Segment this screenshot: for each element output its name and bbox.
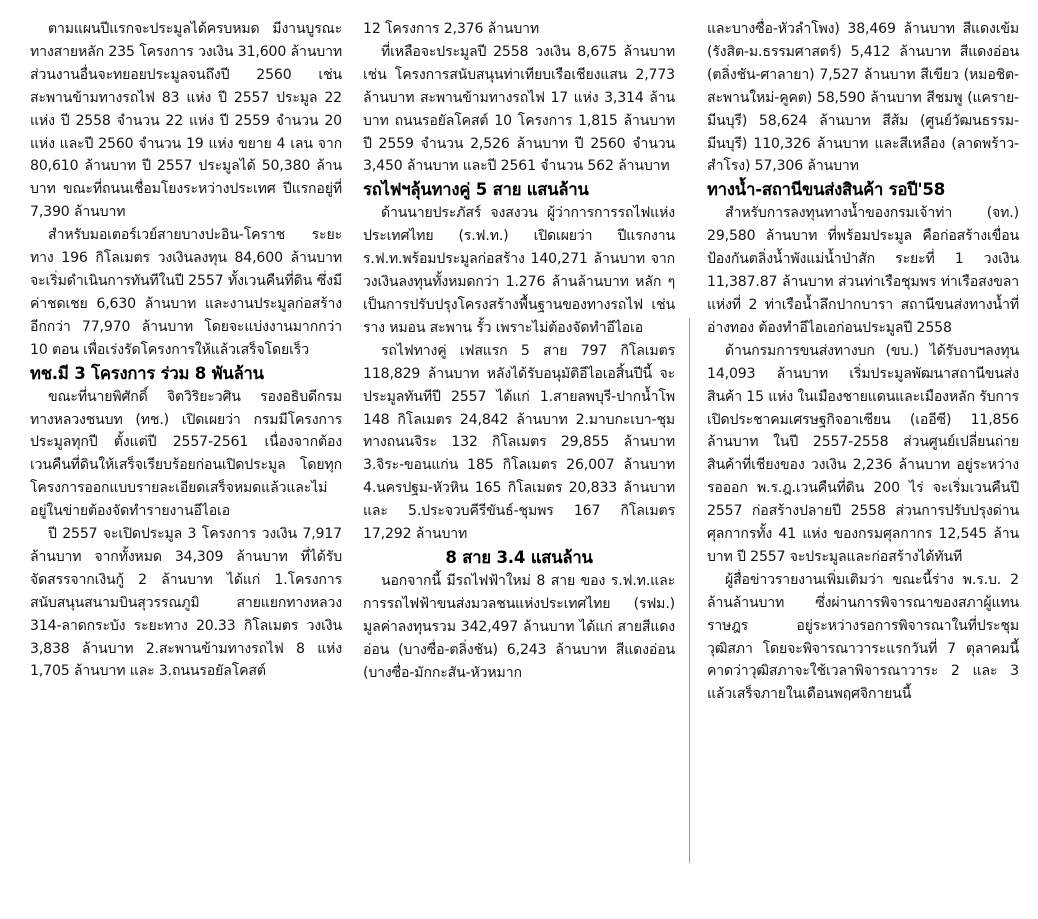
paragraph: ปี 2557 จะเปิดประมูล 3 โครงการ วงเงิน 7,917 ล้านบาท จากทั้งหมด 34,309 ล้านบาท ที่ได้รับจัดสรรจากเงินกู้ 2 ล้านบาท ได้แก่ 1.โครงการสนับสนุนสนามบินสุวรรณภูมิ สายแยกทางหลวง 314-ลาดกระบัง ระยะทาง 20.33 กิโลเมตร วงเงิน 3,838 ล้านบาท 2.สะพานข้ามทางรถไฟ 8 แห่ง 1,705 ล้านบาท และ 3.ถนนรอยัลโคสต์ xyxy=(30,526,342,680)
column-middle xyxy=(363,18,675,913)
column-left xyxy=(30,18,342,913)
paragraph: ด้านกรมการขนส่งทางบก (ขบ.) ได้รับงบฯลงทุน 14,093 ล้านบาท เริ่มประมูลพัฒนาสถานีขนส่งสินค้า 15 แห่ง ในเมืองชายแดนและเมืองหลัก รับการเปิดประชาคมเศรษฐกิจอาเซียน (เออีซี) 11,856 ล้านบาท ในปี 2557-2558 ส่วนศูนย์เปลี่ยนถ่ายสินค้าที่เชียงของ วงเงิน 2,236 ล้านบาท อยู่ระหว่างรอออก พ.ร.ฎ.เวนคืนที่ดิน 200 ไร่ จะเริ่มเวนคืนปี 2557 ก่อสร้างปลายปี 2558 ส่วนการปรับปรุงด่านศุลกากรทั้ง 41 แห่ง ของกรมศุลกากร 12,545 ล้านบาท ปี 2557 จะประมูลและก่อสร้างได้ทันที xyxy=(707,342,1019,565)
paragraph: สำหรับการลงทุนทางน้ำของกรมเจ้าท่า (จท.) 29,580 ล้านบาท ที่พร้อมประมูล คือก่อสร้างเขื่อนป้องกันตลิ่งน้ำพังแม่น้ำป่าสัก ระยะที่ 1 วงเงิน 11,387.87 ล้านบาท ส่วนท่าเรือชุมพร ท่าเรือสงขลา แห่งที่ 2 ท่าเรือน้ำลึกปากบารา สถานีขนส่งทางน้ำที่อ่างทอง ต้องทำอีไอเอก่อนประมูลปี 2558 xyxy=(707,205,1019,336)
paragraph: 12 โครงการ 2,376 ล้านบาท xyxy=(363,21,540,37)
section-heading: ทางน้ำ-สถานีขนส่งสินค้า รอปี'58 xyxy=(707,180,946,200)
paragraph: ด้านนายประภัสร์ จงสงวน ผู้ว่าการการรถไฟแห่งประเทศไทย (ร.ฟ.ท.) เปิดเผยว่า ปีแรกงาน ร.ฟ.ท.พร้อมประมูลก่อสร้าง 140,271 ล้านบาท จากวงเงินลงทุนทั้งหมดกว่า 1.276 ล้านล้านบาท หลัก ๆ เป็นการปรับปรุงโครงสร้างพื้นฐานของทางรถไฟ เช่น ราง หมอน สะพาน รั้ว เพราะไม่ต้องจัดทำอีไอเอ xyxy=(363,205,675,336)
section-heading: 8 สาย 3.4 แสนล้าน xyxy=(445,547,593,567)
section-heading: ทช.มี 3 โครงการ ร่วม 8 พันล้าน xyxy=(30,363,264,383)
paragraph: ขณะที่นายพิศักดิ์ จิตวิริยะวศิน รองอธิบดีกรมทางหลวงชนบท (ทช.) เปิดเผยว่า กรมมีโครงการประมูลทุกปี ตั้งแต่ปี 2557-2561 เนื่องจากต้องเวนคืนที่ดินให้เสร็จเรียบร้อยก่อนเปิดประมูล โดยทุกโครงการออกแบบรายละเอียดเสร็จหมดแล้วและไม่อยู่ในข่ายต้องจัดทำรายงานอีไอเอ xyxy=(30,388,342,520)
paragraph: รถไฟทางคู่ เฟสแรก 5 สาย 797 กิโลเมตร 118,829 ล้านบาท หลังได้รับอนุมัติอีไอเอสิ้นปีนี้ จะประมูลทันทีปี 2557 ได้แก่ 1.สายลพบุรี-ปากน้ำโพ 148 กิโลเมตร 24,842 ล้านบาท 2.มาบกะเบา-ชุมทางถนนจิระ 132 กิโลเมตร 29,855 ล้านบาท 3.จิระ-ขอนแก่น 185 กิโลเมตร 26,007 ล้านบาท 4.นครปฐม-หัวหิน 165 กิโลเมตร 20,833 ล้านบาท และ 5.ประจวบคีรีขันธ์-ชุมพร 167 กิโลเมตร 17,292 ล้านบาท xyxy=(363,342,675,543)
paragraph: ผู้สื่อข่าวรายงานเพิ่มเติมว่า ขณะนี้ร่าง พ.ร.บ. 2 ล้านล้านบาท ซึ่งผ่านการพิจารณาของสภาผู้แทนราษฎร อยู่ระหว่างรอการพิจารณาในที่ประชุมวุฒิสภา โดยจะพิจารณาวาระแรกวันที่ 7 ตุลาคมนี้ คาดว่าวุฒิสภาจะใช้เวลาพิจารณาวาระ 2 และ 3 แล้วเสร็จภายในเดือนพฤศจิกายนนี้ xyxy=(707,571,1019,703)
column-divider xyxy=(689,318,690,863)
paragraph: นอกจากนี้ มีรถไฟฟ้าใหม่ 8 สาย ของ ร.ฟ.ท.และการรถไฟฟ้าขนส่งมวลชนแห่งประเทศไทย (รฟม.) มูลค่าลงทุนรวม 342,497 ล้านบาท ได้แก่ สายสีแดงอ่อน (บางซื่อ-ตลิ่งชัน) 6,243 ล้านบาท สีแดงอ่อน (บางซื่อ-มักกะสัน-หัวหมาก xyxy=(363,572,675,681)
paragraph: ที่เหลือจะประมูลปี 2558 วงเงิน 8,675 ล้านบาท เช่น โครงการสนับสนุนท่าเทียบเรือเชียงแสน 2,773 ล้านบาท สะพานข้ามทางรถไฟ 17 แห่ง 3,314 ล้านบาท ถนนรอยัลโคสต์ 10 โครงการ 1,815 ล้านบาท ปี 2559 จำนวน 2,526 ล้านบาท ปี 2560 จำนวน 3,450 ล้านบาท และปี 2561 จำนวน 562 ล้านบาท xyxy=(363,43,675,175)
paragraph: สำหรับมอเตอร์เวย์สายบางปะอิน-โคราช ระยะทาง 196 กิโลเมตร วงเงินลงทุน 84,600 ล้านบาท จะเริ่มดำเนินการทันทีในปี 2557 ทั้งเวนคืนที่ดิน ซึ่งมีค่าชดเชย 6,630 ล้านบาท และงานประมูลก่อสร้างอีกกว่า 77,970 ล้านบาท โดยจะแบ่งงานมากกว่า 10 ตอน เพื่อเร่งรัดโครงการให้แล้วเสร็จโดยเร็ว xyxy=(30,227,342,358)
paragraph: และบางซื่อ-หัวลำโพง) 38,469 ล้านบาท สีแดงเข้ม (รังสิต-ม.ธรรมศาสตร์) 5,412 ล้านบาท สีแดงอ่อน (ตลิ่งชัน-ศาลายา) 7,527 ล้านบาท สีเขียว (หมอชิต-สะพานใหม่-คูคต) 58,590 ล้านบาท สีชมพู (แคราย-มีนบุรี) 58,624 ล้านบาท สีส้ม (ศูนย์วัฒนธรรม-มีนบุรี) 110,326 ล้านบาท และสีเหลือง (ลาดพร้าว-สำโรง) 57,306 ล้านบาท xyxy=(707,21,1019,175)
section-heading: รถไฟฯลุ้นทางคู่ 5 สาย แสนล้าน xyxy=(363,180,589,200)
paragraph: ตามแผนปีแรกจะประมูลได้ครบหมด มีงานบูรณะทางสายหลัก 235 โครงการ วงเงิน 31,600 ล้านบาท ส่วนงานอื่นจะทยอยประมูลจนถึงปี 2560 เช่น สะพานข้ามทางรถไฟ 83 แห่ง ปี 2557 ประมูล 22 แห่ง ปี 2558 จำนวน 22 แห่ง ปี 2559 จำนวน 20 แห่ง และปี 2560 จำนวน 19 แห่ง ขยาย 4 เลน จาก 80,610 ล้านบาท ปี 2557 ประมูลได้ 50,380 ล้านบาท ขณะที่ถนนเชื่อมโยงระหว่างประเทศ ปีแรกอยู่ที่ 7,390 ล้านบาท xyxy=(30,21,342,221)
column-right xyxy=(707,18,1019,913)
